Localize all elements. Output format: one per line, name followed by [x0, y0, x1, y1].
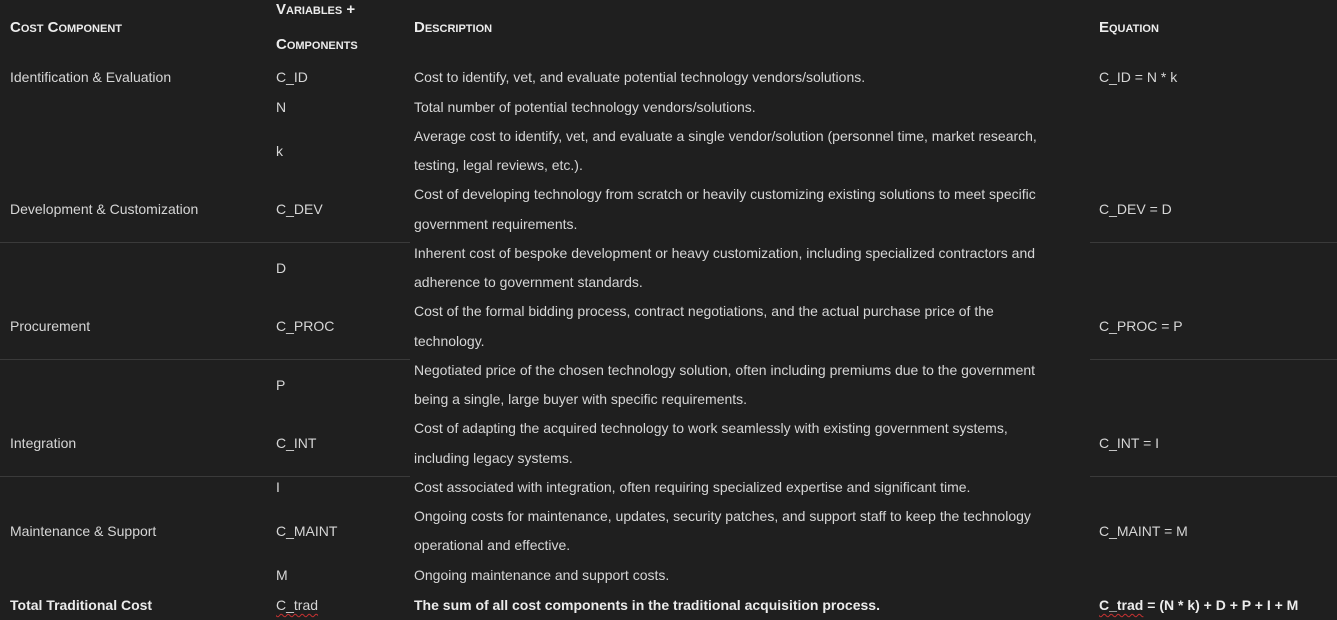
variable-c-int: C_INT	[276, 435, 317, 451]
description-c-maint-line2: operational and effective.	[414, 537, 571, 553]
component-procurement: Procurement	[10, 318, 91, 334]
variable-c-dev: C_DEV	[276, 201, 323, 217]
description-k-line1: Average cost to identify, vet, and evaluate a single vendor/solution (personnel time, market research,	[414, 128, 1037, 144]
row-divider	[0, 242, 410, 243]
description-c-proc-line2: technology.	[414, 333, 485, 349]
variable-i: I	[276, 479, 280, 495]
description-c-maint-line1: Ongoing costs for maintenance, updates, security patches, and support staff to keep the technology	[414, 508, 1031, 524]
description-m: Ongoing maintenance and support costs.	[414, 567, 670, 583]
row-divider	[1090, 242, 1337, 243]
description-n: Total number of potential technology vendors/solutions.	[414, 99, 756, 115]
variable-d: D	[276, 260, 287, 276]
component-total: Total Traditional Cost	[10, 597, 153, 613]
equation-c-dev: C_DEV = D	[1099, 201, 1172, 217]
equation-c-id: C_ID = N * k	[1099, 69, 1178, 85]
description-c-id: Cost to identify, vet, and evaluate potential technology vendors/solutions.	[414, 69, 866, 85]
description-c-dev-line2: government requirements.	[414, 216, 578, 232]
header-cost-component: Cost Component	[10, 19, 123, 36]
variable-m: M	[276, 567, 288, 583]
description-c-dev-line1: Cost of developing technology from scratch or heavily customizing existing solutions to meet specific	[414, 186, 1036, 202]
row-divider	[0, 476, 410, 477]
description-d-line1: Inherent cost of bespoke development or heavy customization, including specialized contractors and	[414, 245, 1036, 261]
header-description: Description	[414, 19, 493, 36]
equation-c-proc: C_PROC = P	[1099, 318, 1183, 334]
equation-c-maint: C_MAINT = M	[1099, 523, 1188, 539]
header-equation: Equation	[1099, 19, 1159, 36]
row-divider	[0, 359, 410, 360]
description-d-line2: adherence to government standards.	[414, 274, 643, 290]
description-p-line2: being a single, large buyer with specific requirements.	[414, 391, 748, 407]
equation-total-var: C_trad	[1099, 597, 1144, 613]
description-c-proc-line1: Cost of the formal bidding process, contract negotiations, and the actual purchase price of the	[414, 303, 994, 319]
equation-c-int: C_INT = I	[1099, 435, 1160, 451]
description-k-line2: testing, legal reviews, etc.).	[414, 157, 583, 173]
variable-p: P	[276, 377, 286, 393]
row-divider	[1090, 359, 1337, 360]
variable-c-proc: C_PROC	[276, 318, 335, 334]
component-identification: Identification & Evaluation	[10, 69, 172, 85]
header-variables-line1: Variables +	[276, 1, 356, 18]
variable-c-id: C_ID	[276, 69, 308, 85]
equation-total	[1099, 591, 1298, 620]
variable-c-trad	[276, 591, 318, 620]
component-integration: Integration	[10, 435, 77, 451]
description-c-int-line1: Cost of adapting the acquired technology to work seamlessly with existing government systems,	[414, 420, 1008, 436]
equation-total-rest: = (N * k) + D + P + I + M	[1143, 597, 1299, 613]
row-divider	[1090, 476, 1337, 477]
header-variables-line2: Components	[276, 36, 358, 53]
component-development: Development & Customization	[10, 201, 199, 217]
description-i: Cost associated with integration, often requiring specialized expertise and significant time.	[414, 479, 971, 495]
variable-c-trad-text: C_trad	[276, 597, 319, 613]
variable-c-maint: C_MAINT	[276, 523, 338, 539]
description-p-line1: Negotiated price of the chosen technology solution, often including premiums due to the government	[414, 362, 1036, 378]
variable-n: N	[276, 99, 287, 115]
description-c-int-line2: including legacy systems.	[414, 450, 573, 466]
component-maintenance: Maintenance & Support	[10, 523, 157, 539]
variable-k: k	[276, 143, 283, 159]
description-total: The sum of all cost components in the traditional acquisition process.	[414, 597, 880, 613]
